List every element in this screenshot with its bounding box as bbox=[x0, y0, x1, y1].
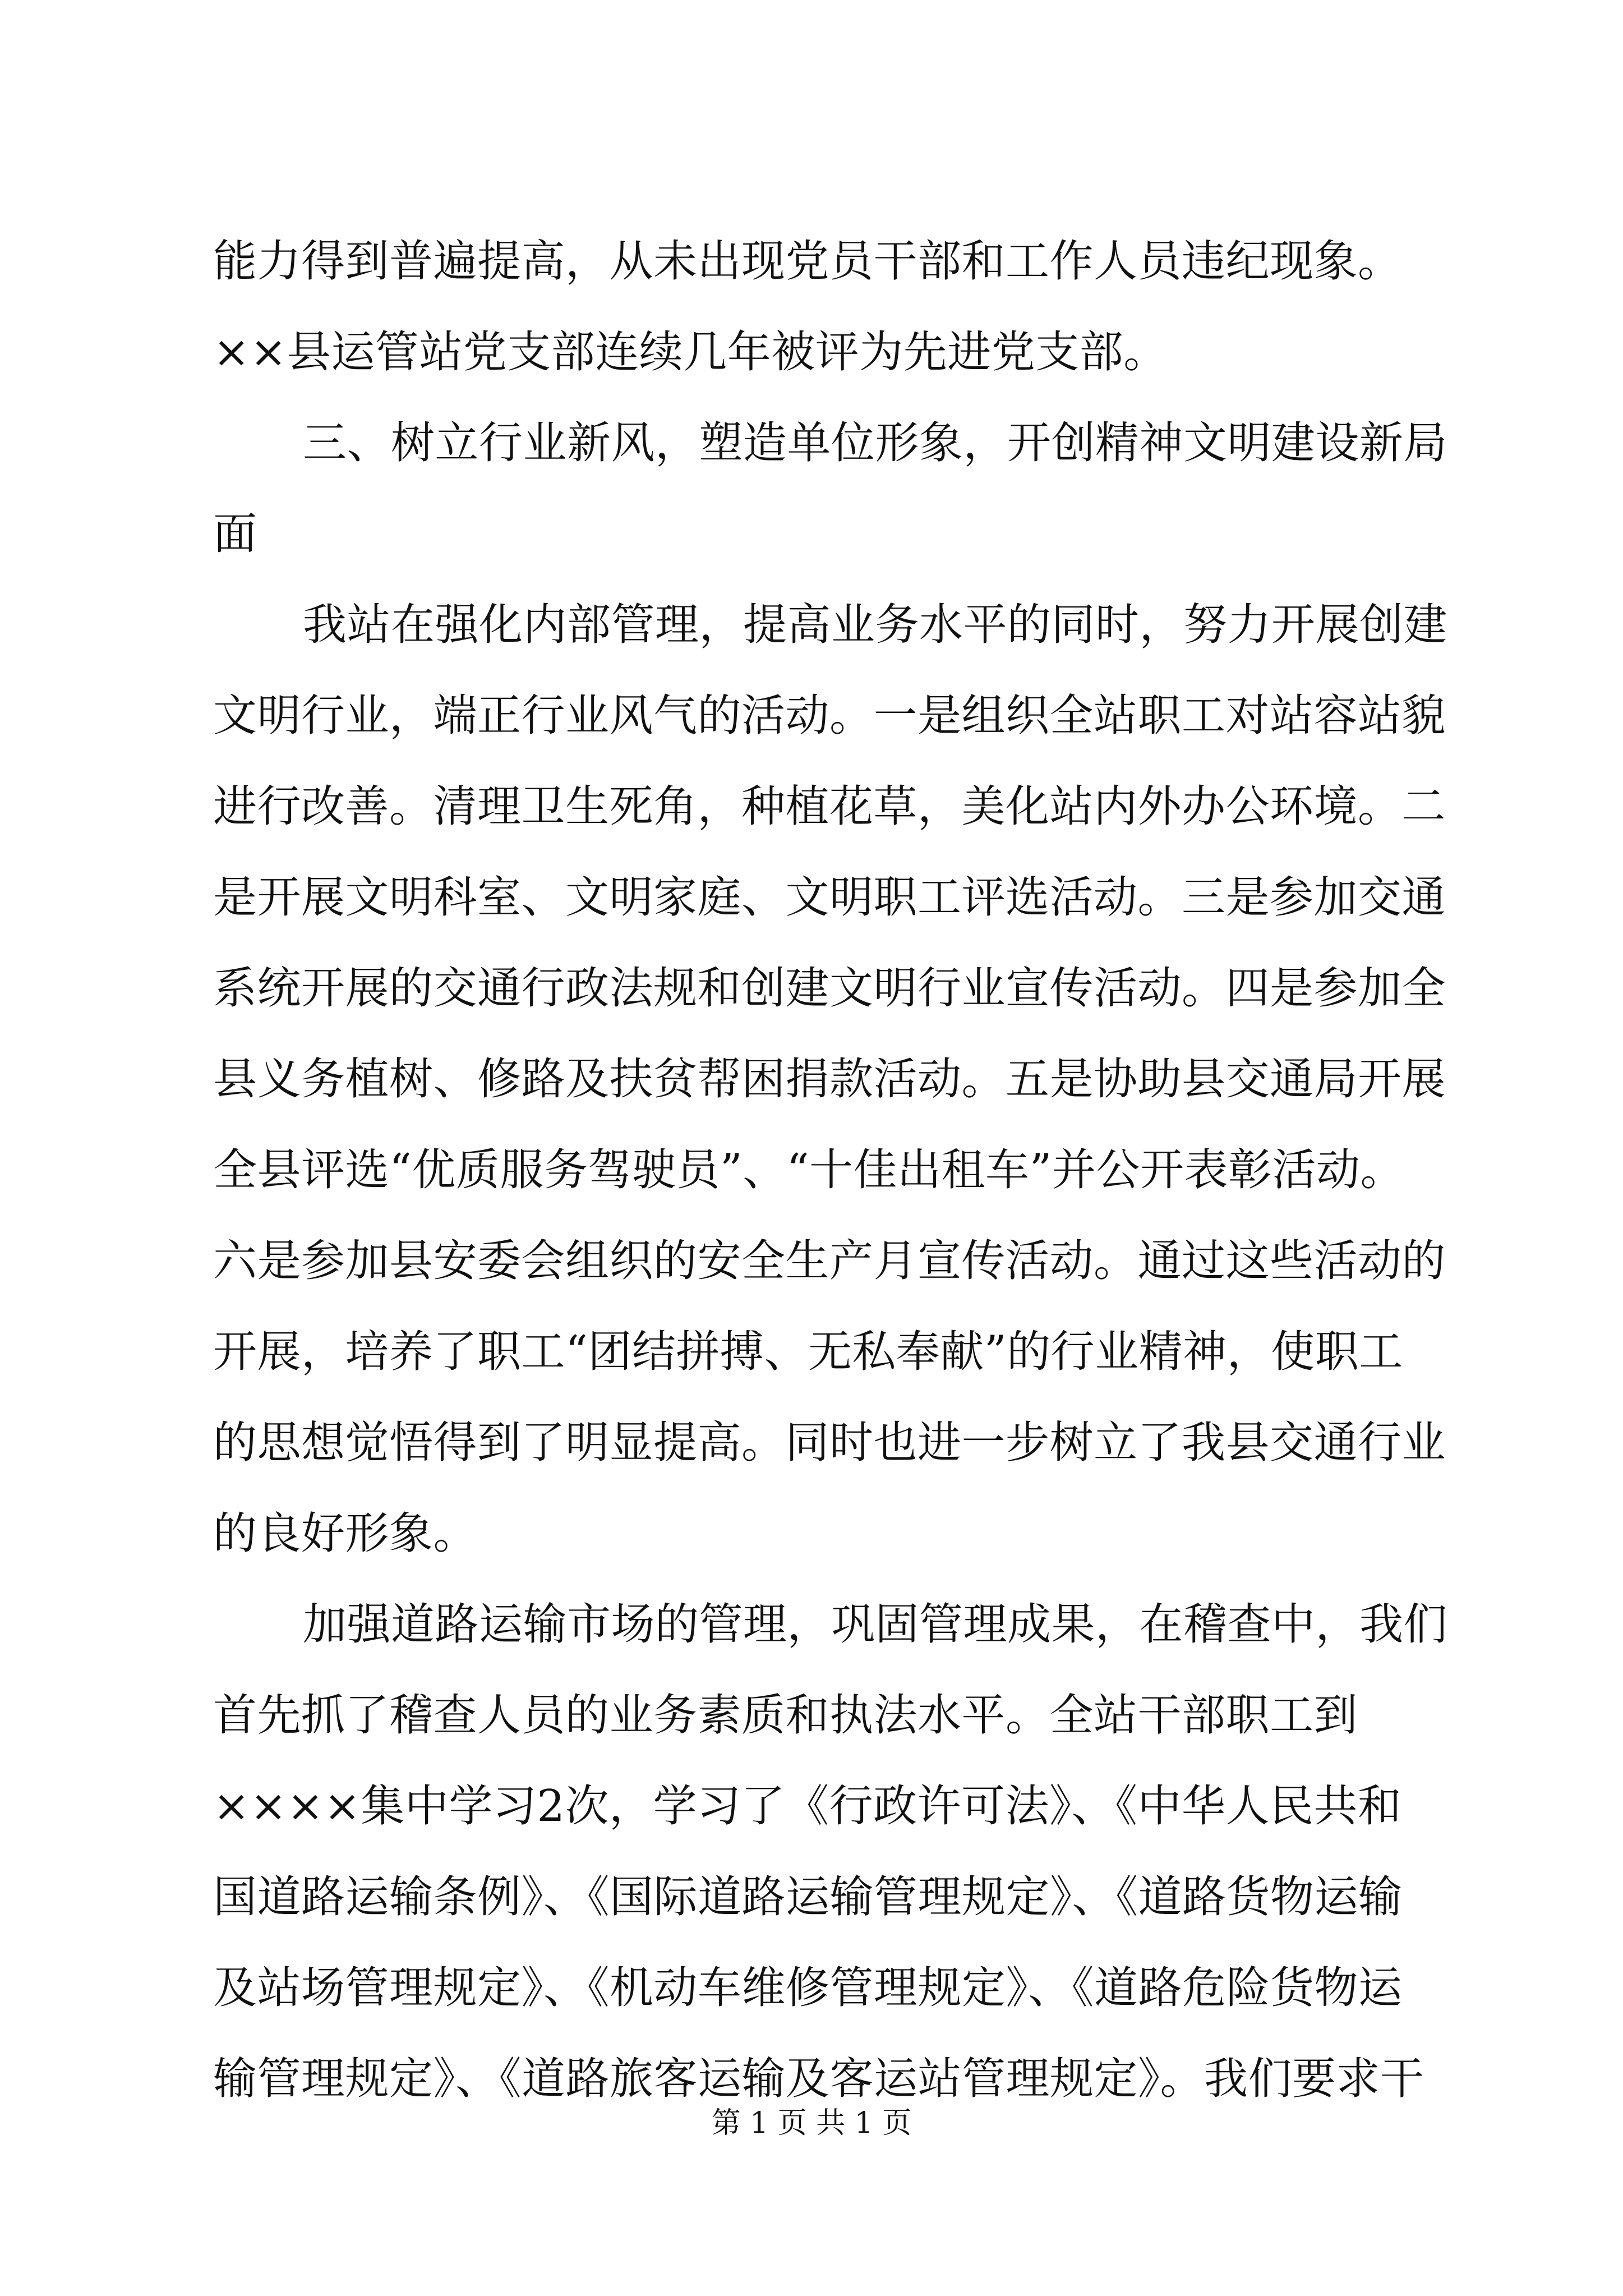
document-body bbox=[213, 216, 1448, 2124]
text-line: 我站在强化内部管理，提高业务水平的同时，努力开展创建 bbox=[303, 600, 1448, 650]
text-line: 系统开展的交通行政法规和创建文明行业宣传活动。四是参加全 bbox=[213, 963, 1446, 1014]
text-line: 全县评选“优质服务驾驶员”、“十佳出租车”并公开表彰活动。 bbox=[213, 1145, 1405, 1195]
page-number: 第 1 页 共 1 页 bbox=[711, 2106, 912, 2140]
text-line: 加强道路运输市场的管理，巩固管理成果，在稽查中，我们 bbox=[303, 1599, 1448, 1650]
text-line: 六是参加县安委会组织的安全生产月宣传活动。通过这些活动的 bbox=[213, 1236, 1446, 1286]
text-line: 国道路运输条例》、《国际道路运输管理规定》、《道路货物运输 bbox=[213, 1872, 1403, 1922]
text-line: 是开展文明科室、文明家庭、文明职工评选活动。三是参加交通 bbox=[213, 872, 1446, 923]
text-line: 能力得到普遍提高，从未出现党员干部和工作人员违纪现象。 bbox=[213, 236, 1402, 287]
page-footer bbox=[0, 2101, 1623, 2146]
text-line: 县义务植树、修路及扶贫帮困捐款活动。五是协助县交通局开展 bbox=[213, 1054, 1446, 1105]
text-line: 进行改善。清理卫生死角，种植花草，美化站内外办公环境。二 bbox=[213, 781, 1446, 832]
section-heading-continuation: 面 bbox=[213, 509, 257, 559]
section-heading: 三、树立行业新风，塑造单位形象，开创精神文明建设新局 bbox=[303, 418, 1448, 468]
text-line: 的思想觉悟得到了明显提高。同时也进一步树立了我县交通行业 bbox=[213, 1418, 1446, 1468]
text-line: 及站场管理规定》、《机动车维修管理规定》、《道路危险货物运 bbox=[213, 1963, 1403, 2013]
text-line: 文明行业，端正行业风气的活动。一是组织全站职工对站容站貌 bbox=[213, 691, 1446, 741]
text-line: 输管理规定》、《道路旅客运输及客运站管理规定》。我们要求干 bbox=[213, 2054, 1424, 2104]
text-line: 的良好形象。 bbox=[213, 1508, 478, 1559]
text-line: ××××集中学习2次，学习了《行政许可法》、《中华人民共和 bbox=[213, 1781, 1402, 1832]
text-line: ××县运管站党支部连续几年被评为先进党支部。 bbox=[213, 327, 1168, 378]
text-line: 首先抓了稽查人员的业务素质和执法水平。全站干部职工到 bbox=[213, 1690, 1358, 1741]
text-line: 开展，培养了职工“团结拼搏、无私奉献”的行业精神，使职工 bbox=[213, 1327, 1403, 1377]
